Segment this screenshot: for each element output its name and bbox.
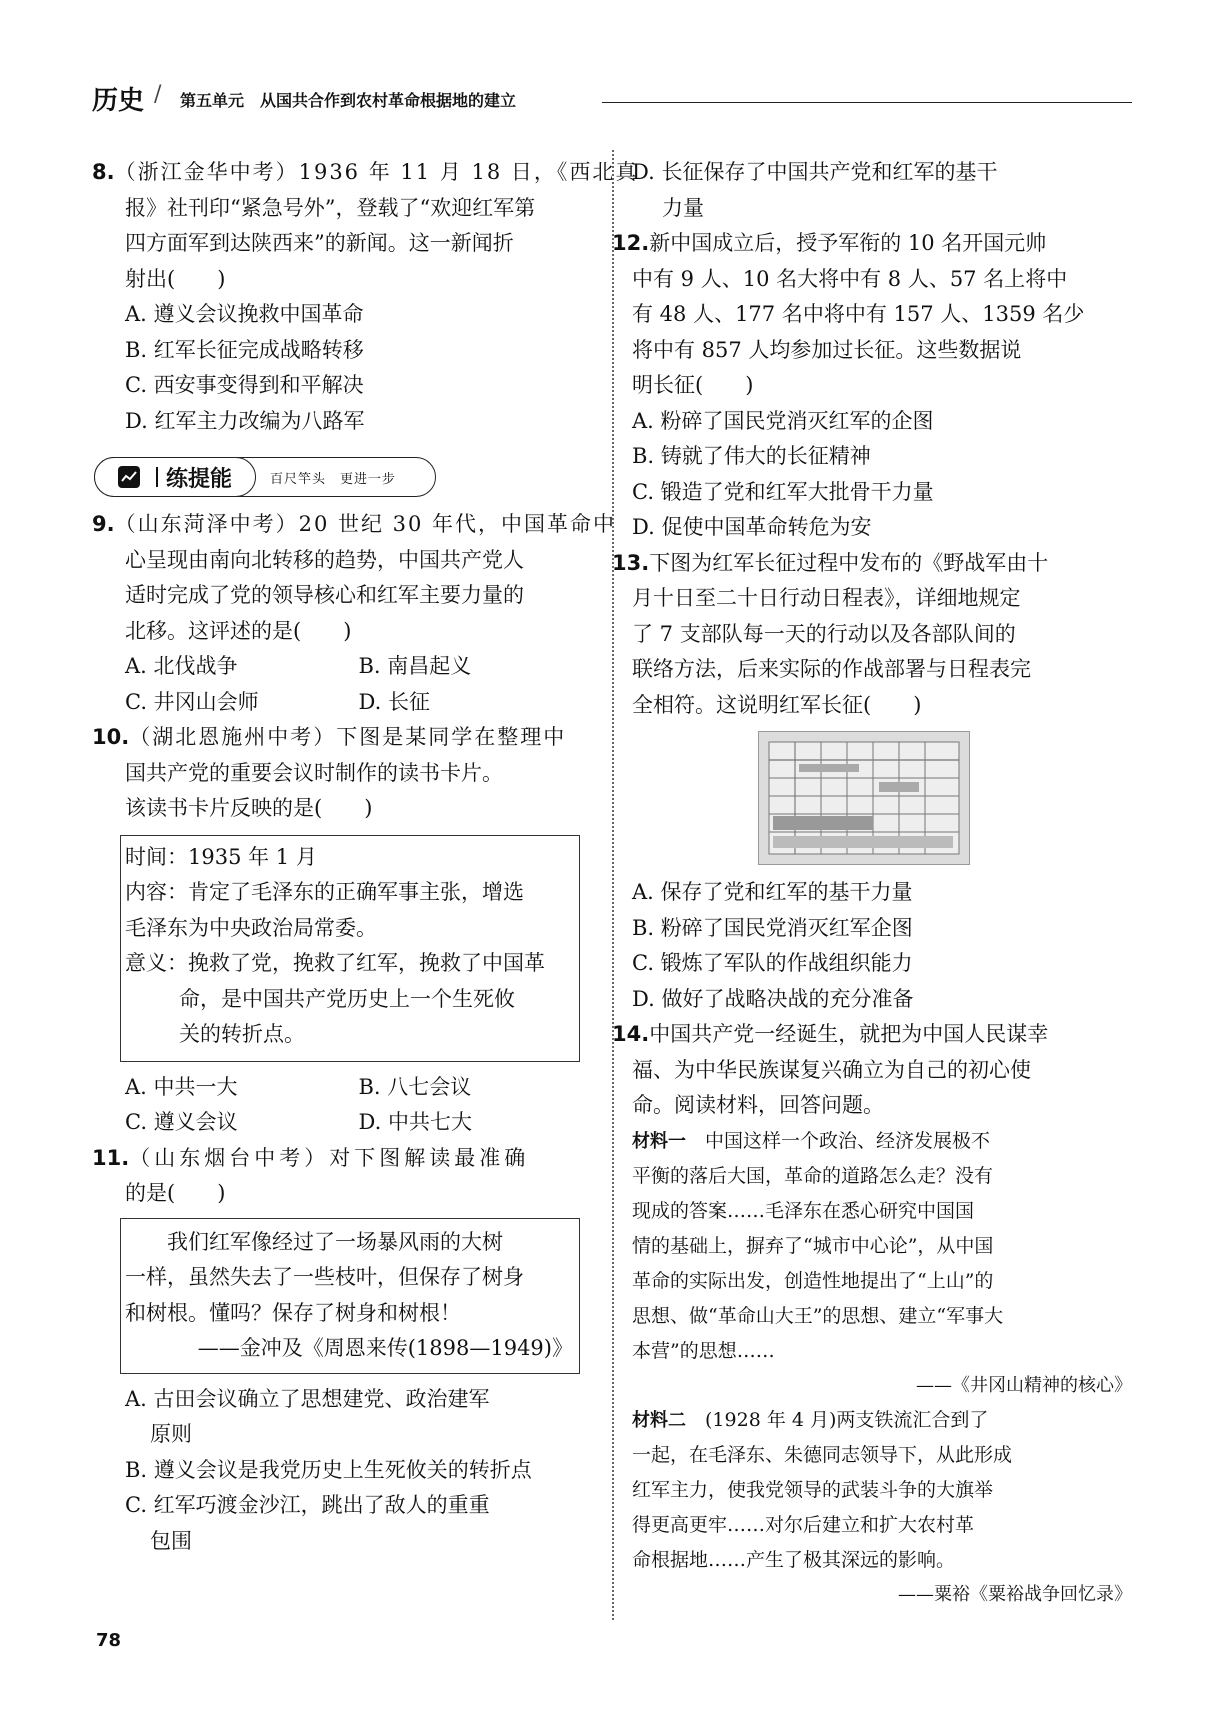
option-d: D. 促使中国革命转危为安: [632, 515, 872, 539]
material-text: 思想、做“革命山大王”的思想、建立“军事大: [632, 1304, 1004, 1327]
material-text: 一起，在毛泽东、朱德同志领导下，从此形成: [632, 1443, 1013, 1466]
option-d: D. 中共七大: [358, 1110, 472, 1134]
question-number: 8.: [92, 160, 115, 184]
material-two: [632, 1403, 1132, 1612]
material-text: 革命的实际出发，创造性地提出了“上山”的: [632, 1269, 994, 1292]
question-number: 9.: [92, 512, 115, 536]
question-text: 中国共产党一经诞生，就把为中国人民谋幸: [649, 1022, 1049, 1046]
question-number: 11.: [92, 1145, 130, 1170]
option-d: D. 长征: [358, 689, 430, 714]
unit-number: 第五单元: [180, 91, 245, 110]
material-text: 本营”的思想……: [632, 1339, 775, 1362]
schedule-document-image: [758, 731, 970, 865]
question-text: 射出( ): [125, 266, 226, 291]
question-12: [612, 226, 1132, 546]
option-b: B. 铸就了伟大的长征精神: [632, 444, 871, 468]
material-text: 现成的答案……毛泽东在悉心研究中国国: [632, 1199, 975, 1222]
question-text: 月十日至二十日行动日程表》，详细地规定: [632, 586, 1021, 610]
question-text: 心呈现由南向北转移的趋势，中国共产党人: [125, 547, 524, 572]
banner-tag: [94, 457, 256, 497]
option-c-cont: 包围: [150, 1528, 192, 1553]
question-text: 了 7 支部队每一天的行动以及各部队间的: [632, 621, 1016, 646]
card-time: 时间：1935 年 1 月: [125, 844, 317, 869]
card-content: 毛泽东为中央政治局常委。: [125, 915, 377, 940]
card-content: 内容：肯定了毛泽东的正确军事主张，增选: [125, 880, 524, 904]
option-d-cont: 力量: [662, 195, 704, 220]
quote-attribution: ——金冲及《周恩来传(1898—1949)》: [197, 1336, 573, 1360]
material-text: 中国这样一个政治、经济发展极不: [705, 1129, 991, 1152]
column-divider: [612, 150, 614, 1620]
question-text: 的是( ): [125, 1181, 226, 1205]
chart-icon: [118, 466, 140, 488]
option-a: A. 保存了党和红军的基干力量: [632, 880, 913, 904]
question-text: 有 48 人、177 名中将中有 157 人、1359 名少: [632, 302, 1085, 326]
material-attribution: ——粟裕《粟裕战争回忆录》: [898, 1583, 1132, 1605]
material-label: 材料二: [632, 1409, 686, 1431]
question-9: [92, 507, 617, 720]
card-significance: 意义：挽救了党，挽救了红军，挽救了中国革: [125, 951, 545, 975]
question-text: （山东烟台中考）对下图解读最准确: [129, 1145, 530, 1170]
question-11: [92, 1141, 592, 1560]
material-text: (1928 年 4 月)两支铁流汇合到了: [705, 1408, 989, 1431]
option-c: C. 锻炼了军队的作战组织能力: [632, 951, 913, 975]
question-text: 将中有 857 人均参加过长征。这些数据说: [632, 337, 1022, 362]
banner-label: 练提能: [165, 466, 232, 492]
question-number: 13.: [612, 550, 650, 575]
question-text: 北移。这评述的是( ): [125, 618, 352, 643]
question-text: （湖北恩施州中考）下图是某同学在整理中: [129, 725, 567, 749]
question-text: 联络方法，后来实际的作战部署与日程表完: [632, 657, 1031, 681]
question-text: 全相符。这说明红军长征( ): [632, 692, 922, 717]
material-label: 材料一: [632, 1130, 686, 1152]
option-a: A. 中共一大: [125, 1074, 238, 1099]
quote-text: 和树根。懂吗？保存了树身和树根！: [125, 1300, 461, 1325]
quote-box: [120, 1218, 580, 1374]
material-text: 平衡的落后大国，革命的道路怎么走？没有: [632, 1164, 994, 1187]
option-c: C. 锻造了党和红军大批骨干力量: [632, 479, 934, 504]
option-b: B. 红军长征完成战略转移: [125, 337, 364, 362]
option-d: D. 红军主力改编为八路军: [125, 408, 365, 433]
option-b: B. 粉碎了国民党消灭红军企图: [632, 915, 913, 940]
header-rule: [602, 102, 1132, 103]
material-text: 命根据地……产生了极其深远的影响。: [632, 1548, 956, 1571]
question-text: 该读书卡片反映的是( ): [125, 796, 373, 820]
option-b: B. 八七会议: [358, 1074, 472, 1099]
option-c: C. 遵义会议: [125, 1110, 238, 1134]
option-a: A. 粉碎了国民党消灭红军的企图: [632, 408, 934, 433]
material-text: 得更高更牢……对尔后建立和扩大农村革: [632, 1513, 975, 1536]
question-number: 14.: [612, 1022, 650, 1046]
option-d: D. 做好了战略决战的充分准备: [632, 986, 914, 1011]
option-d: D. 长征保存了中国共产党和红军的基干: [632, 160, 998, 184]
question-text: 命。阅读材料，回答问题。: [632, 1093, 884, 1117]
question-text: 国共产党的重要会议时制作的读书卡片。: [125, 760, 503, 785]
quote-text: 我们红军像经过了一场暴风雨的大树: [167, 1229, 503, 1254]
unit-name: 从国共合作到农村革命根据地的建立: [260, 91, 517, 110]
quote-text: 一样，虽然失去了一些枝叶，但保存了树身: [125, 1265, 524, 1289]
question-text: 中有 9 人、10 名大将中有 8 人、57 名上将中: [632, 266, 1068, 291]
option-c: C. 西安事变得到和平解决: [125, 373, 364, 397]
section-banner: [94, 455, 434, 499]
material-attribution: ——《井冈山精神的核心》: [916, 1374, 1132, 1396]
question-text: 四方面军到达陕西来”的新闻。这一新闻折: [125, 231, 514, 255]
question-text: 福、为中华民族谋复兴确立为自己的初心使: [632, 1057, 1031, 1082]
option-a: A. 古田会议确立了思想建党、政治建军: [125, 1386, 490, 1411]
subject-title: 历史: [92, 86, 145, 116]
option-c: C. 井冈山会师: [125, 689, 259, 714]
question-number: 12.: [612, 231, 650, 255]
material-text: 红军主力，使我党领导的武装斗争的大旗举: [632, 1478, 994, 1501]
question-text: 下图为红军长征过程中发布的《野战军由十: [649, 550, 1049, 575]
question-text: 明长征( ): [632, 373, 754, 397]
option-a: A. 北伐战争: [125, 654, 238, 678]
question-text: （浙江金华中考）1936 年 11 月 18 日，《西北真: [114, 160, 639, 184]
page-number: 78: [96, 1630, 122, 1651]
page-header: [92, 80, 1132, 120]
question-text: 新中国成立后，授予军衔的 10 名开国元帅: [649, 231, 1047, 255]
option-c: C. 红军巧渡金沙江，跳出了敌人的重重: [125, 1493, 490, 1517]
tag-divider: [156, 467, 158, 487]
question-text: 适时完成了党的领导核心和红军主要力量的: [125, 583, 524, 607]
option-a: A. 遵义会议挽救中国革命: [125, 302, 364, 326]
right-column: [612, 155, 1132, 1612]
option-b: B. 遵义会议是我党历史上生死攸关的转折点: [125, 1457, 532, 1482]
question-number: 10.: [92, 725, 130, 749]
reading-card: [120, 835, 580, 1062]
question-text: 报》社刊印“紧急号外”，登载了“欢迎红军第: [125, 195, 536, 220]
question-14: [612, 1017, 1132, 1612]
material-one: [632, 1124, 1132, 1403]
card-significance: 命，是中国共产党历史上一个生死攸: [179, 986, 515, 1011]
card-significance: 关的转折点。: [179, 1022, 305, 1046]
option-b: B. 南昌起义: [358, 654, 472, 678]
material-text: 情的基础上，摒弃了“城市中心论”，从中国: [632, 1234, 994, 1257]
question-13: [612, 546, 1132, 1018]
header-slash: /: [154, 82, 162, 107]
banner-slogan: 百尺竿头 更进一步: [270, 472, 397, 487]
question-10: [92, 720, 592, 1141]
option-a-cont: 原则: [150, 1422, 192, 1446]
question-text: （山东菏泽中考）20 世纪 30 年代，中国革命中: [114, 512, 617, 536]
